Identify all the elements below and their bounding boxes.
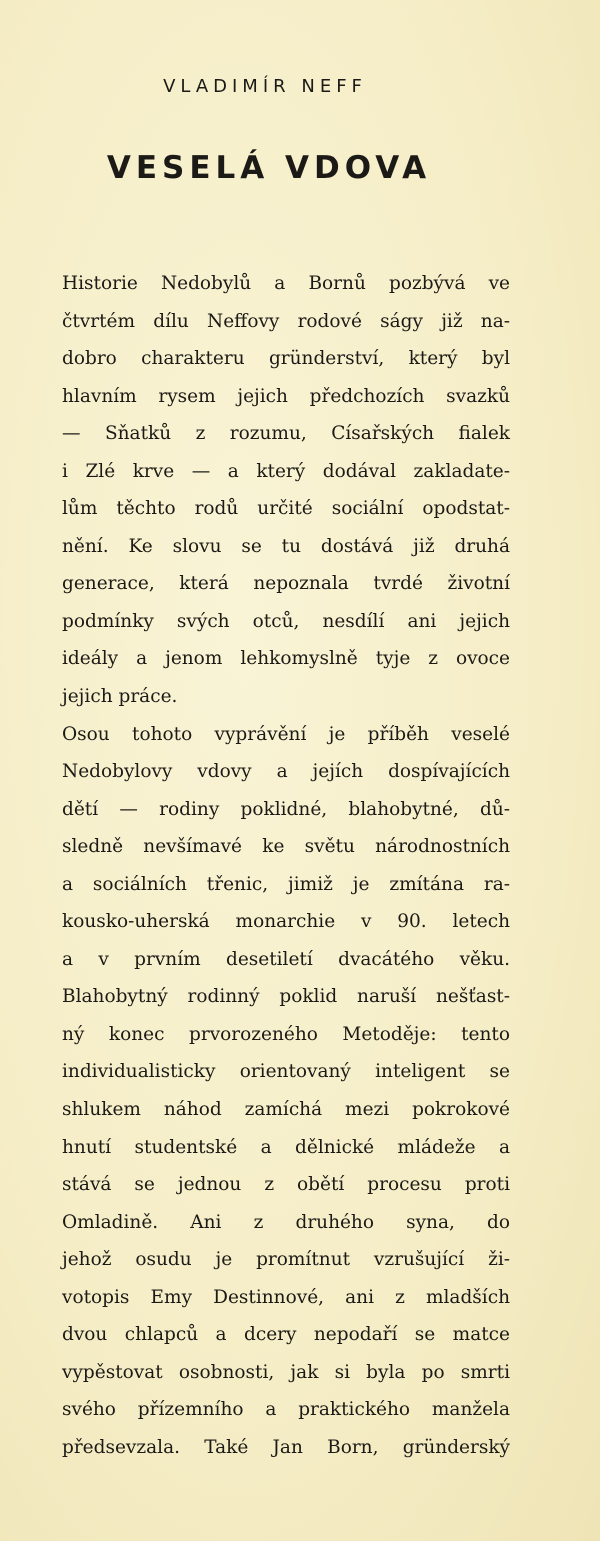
text-line: shlukem náhod zamíchá mezi pokrokové: [62, 1099, 510, 1121]
text-line: a v prvním desetiletí dvacátého věku.: [62, 948, 510, 970]
text-line: Omladině. Ani z druhého syna, do: [62, 1211, 510, 1233]
text-line: individualisticky orientovaný inteligent se: [62, 1061, 510, 1083]
text-line: votopis Emy Destinnové, ani z mladších: [62, 1286, 510, 1308]
text-line: a sociálních třenic, jimiž je zmítána ra-: [62, 873, 510, 895]
text-line: hnutí studentské a dělnické mládeže a: [62, 1136, 510, 1158]
blurb-text: [62, 265, 510, 1467]
text-line: čtvrtém dílu Neffovy rodové ságy již na-: [62, 310, 510, 332]
text-line: i Zlé krve — a který dodával zakladate-: [62, 460, 510, 482]
text-line: vypěstovat osobnosti, jak si byla po smrti: [62, 1361, 510, 1383]
author-name: VLADIMÍR NEFF: [163, 76, 367, 97]
text-line: lům těchto rodů určité sociální opodstat-: [62, 498, 510, 520]
text-line: dětí — rodiny poklidné, blahobytné, dů-: [62, 798, 510, 820]
text-line: nění. Ke slovu se tu dostává již druhá: [62, 535, 510, 557]
text-line: jejich práce.: [62, 686, 178, 708]
text-line: sledně nevšímavé ke světu národnostních: [62, 836, 510, 858]
text-line: stává se jednou z obětí procesu proti: [62, 1174, 510, 1196]
text-line: ideály a jenom lehkomyslně tyje z ovoce: [62, 648, 510, 670]
text-line: předsevzala. Také Jan Born, gründerský: [62, 1436, 510, 1458]
text-line: kousko-uherská monarchie v 90. letech: [62, 911, 510, 933]
text-line: dvou chlapců a dcery nepodaří se matce: [62, 1324, 510, 1346]
text-line: svého přízemního a praktického manžela: [62, 1399, 510, 1421]
text-line: hlavním rysem jejich předchozích svazků: [62, 385, 510, 407]
text-line: Historie Nedobylů a Bornů pozbývá ve: [62, 273, 510, 294]
text-line: jehož osudu je promítnut vzrušující ži-: [62, 1249, 510, 1271]
text-line: Blahobytný rodinný poklid naruší nešťast-: [62, 986, 510, 1008]
text-line: dobro charakteru gründerství, který byl: [62, 348, 510, 370]
text-line: generace, která nepoznala tvrdé životní: [62, 573, 510, 595]
text-line: ný konec prvorozeného Metoděje: tento: [62, 1023, 510, 1045]
text-line: podmínky svých otců, nesdílí ani jejich: [62, 610, 510, 632]
text-line: — Sňatků z rozumu, Císařských fialek: [62, 423, 510, 445]
text-line: Nedobylovy vdovy a jejích dospívajících: [62, 761, 510, 783]
text-line: Osou tohoto vyprávění je příběh veselé: [62, 723, 510, 745]
book-title: VESELÁ VDOVA: [106, 150, 432, 186]
